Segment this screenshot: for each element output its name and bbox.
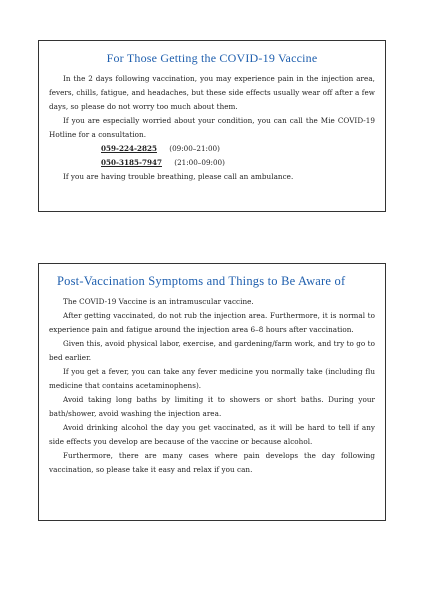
- paragraph: If you are having trouble breathing, please call an ambulance.: [63, 172, 294, 181]
- hotline-hours: (21:00–09:00): [174, 158, 225, 167]
- vaccine-info-box: [38, 40, 386, 212]
- hotline-number[interactable]: 050-3185-7947: [101, 158, 162, 167]
- hotline-line: [101, 142, 375, 156]
- paragraph: Avoid drinking alcohol the day you get vaccinated, as it will be hard to tell if any side effects you develop are because of the vaccine or because alcohol.: [49, 423, 375, 446]
- paragraph: Furthermore, there are many cases where pain develops the day following vaccination, so please take it easy and relax if you can.: [49, 451, 375, 474]
- hotline-hours: (09:00–21:00): [169, 144, 220, 153]
- paragraph: The COVID-19 Vaccine is an intramuscular vaccine.: [63, 297, 254, 306]
- hotline-number[interactable]: 059-224-2825: [101, 144, 157, 153]
- paragraph: If you are especially worried about your condition, you can call the Mie COVID-19 Hotline for a consultation.: [49, 116, 375, 139]
- paragraph: Given this, avoid physical labor, exercise, and gardening/farm work, and try to go to bed earlier.: [49, 339, 375, 362]
- paragraph: After getting vaccinated, do not rub the injection area. Furthermore, it is normal to experience pain and fatigue around the injection area 6–8 hours after vaccination.: [49, 311, 375, 334]
- paragraph: If you get a fever, you can take any fever medicine you normally take (including flu medicine that contains acetaminophens).: [49, 367, 375, 390]
- section-title: For Those Getting the COVID-19 Vaccine: [106, 51, 318, 65]
- section-title: Post-Vaccination Symptoms and Things to Be Aware of: [57, 274, 346, 288]
- paragraph: Avoid taking long baths by limiting it to showers or short baths. During your bath/shower, avoid washing the injection area.: [49, 395, 375, 418]
- hotline-line: [101, 156, 375, 170]
- paragraph: In the 2 days following vaccination, you may experience pain in the injection area, fevers, chills, fatigue, and headaches, but these side effects usually wear off after a few days, so please do not worry too much about them.: [49, 74, 375, 111]
- post-vaccination-box: [38, 263, 386, 521]
